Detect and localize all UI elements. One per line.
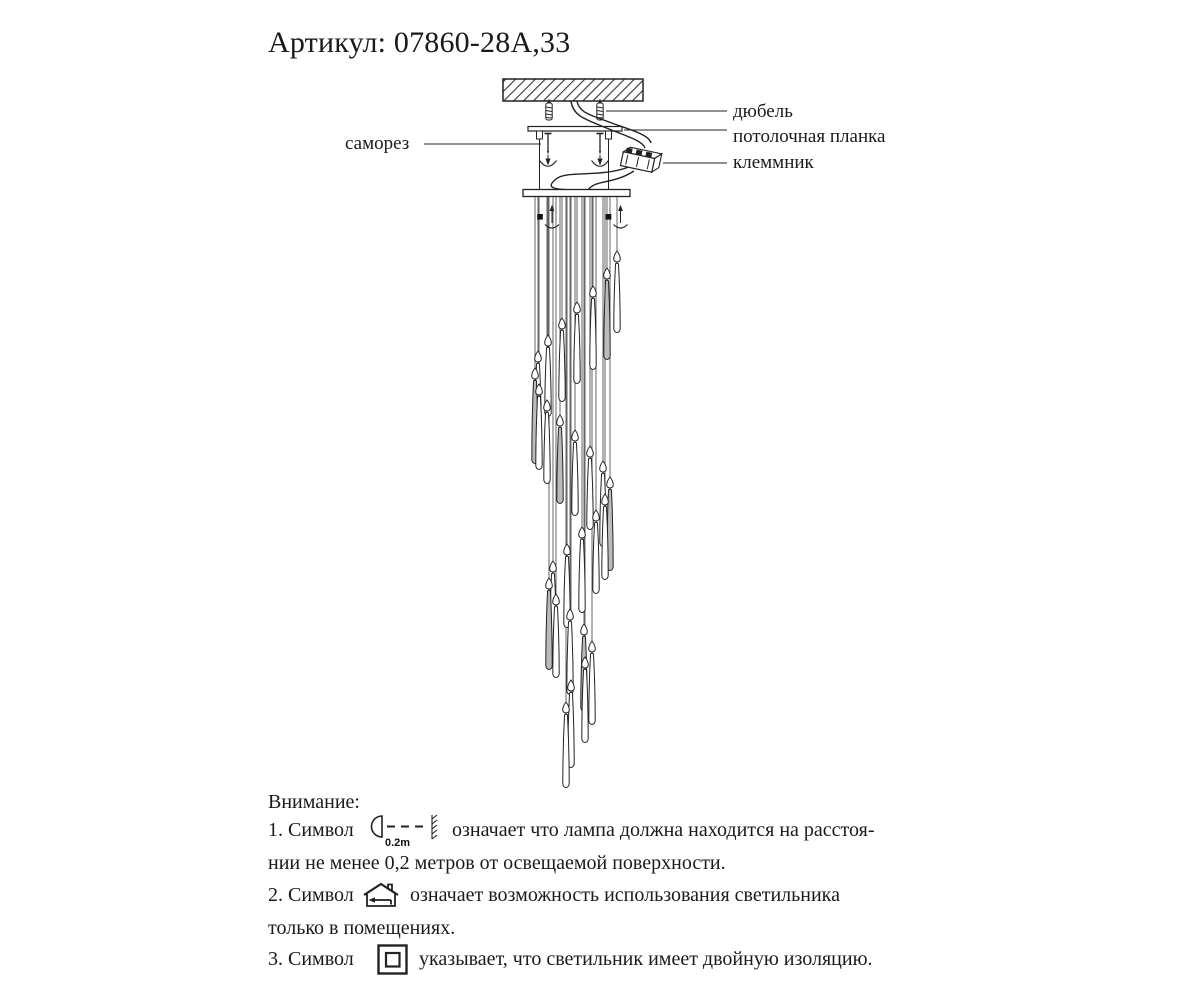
double-insulation-icon xyxy=(376,943,410,977)
notice-item2-text: означает возможность использования светильника xyxy=(410,884,840,906)
notice-item3-text: указывает, что светильник имеет двойную изоляцию. xyxy=(419,948,873,970)
leader-lines xyxy=(424,111,727,163)
notice-item2-prefix: 2. Символ xyxy=(268,884,354,906)
notice-item1-text: означает что лампа должна находится на расстоя- xyxy=(452,819,875,841)
min-distance-icon xyxy=(368,813,448,849)
label-dowel: дюбель xyxy=(733,101,793,122)
canopy-plate-icon xyxy=(523,190,630,197)
notice-item2-cont: только в помещениях. xyxy=(268,917,456,939)
label-terminal: клеммник xyxy=(733,152,814,173)
terminal-block-icon xyxy=(620,146,661,173)
notice-item1-prefix: 1. Символ xyxy=(268,819,354,841)
ceiling-section-icon xyxy=(503,79,643,101)
notice-heading: Внимание: xyxy=(268,791,360,813)
label-screw: саморез xyxy=(345,133,410,154)
notice-item3-prefix: 3. Символ xyxy=(268,948,354,970)
indoor-use-icon xyxy=(361,882,401,909)
pendant-drops xyxy=(532,197,621,788)
page-title: Артикул: 07860-28A,33 xyxy=(268,26,571,59)
notice-item1-cont: нии не менее 0,2 метров от освещаемой поверхности. xyxy=(268,852,726,874)
label-ceiling-plate: потолочная планка xyxy=(733,126,886,147)
min-distance-value: 0.2m xyxy=(385,837,411,849)
